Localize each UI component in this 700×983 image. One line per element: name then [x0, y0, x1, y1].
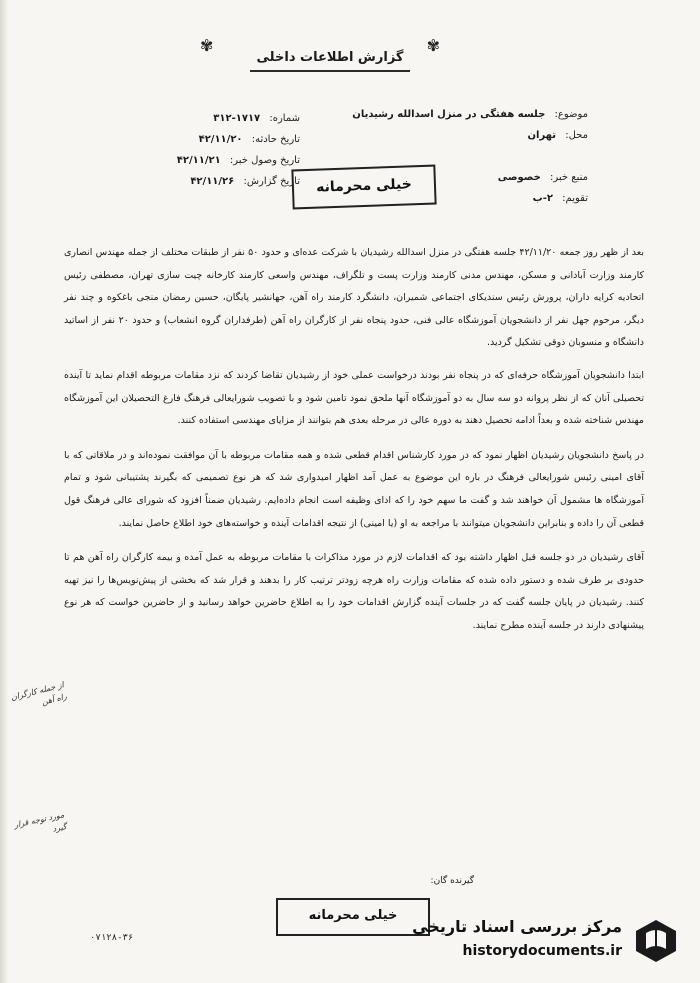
document-title: گزارش اطلاعات داخلی — [256, 50, 404, 65]
scan-edge-shadow — [0, 0, 8, 983]
paragraph-4: آقای رشیدیان در دو جلسه قبل اظهار داشته بود که اقدامات لازم در مورد مذاکرات با مقامات مربوطه به عمل آمده و بیمه کارگران راه آهن هم تا حدودی بر طرف شده و دستور داده شده که مقامات وزارت راه هرچه زودتر ترتیب کار را بدهند و قرار شد که بخشی از پیش‌نویس‌ها را نیز تهیه کنند. رشیدیان در پایان جلسه گفت که در جلسات آینده گزارش اقدامات خود را به اطلاع حاضرین خواهد رسانید و از حاضرین خواست که هر نوع پیشنهادی دارند در جلسه آینده مطرح نمایند. — [64, 552, 644, 631]
paragraph-2: ابتدا دانشجویان آموزشگاه حرفه‌ای که در پنجاه نفر بودند درخواست عملی خود از رشیدیان تقاضا کردند که نزد مقامات مربوطه اقدام نماید تا آینده تحصیلی آنان که از نظر پروانه دو سه سال به دو آموزشگاه آنها ملحق نمود تامین شود و با تصویب شورایعالی فرهنگ فارغ التحصیلان این آموزشگاه مهندس شناخته شده و بعداً ادامه تحصیل دهند به دوره عالی در مرحله بعدی هم بتوانند از مزایای مهندسی استفاده کنند. — [64, 369, 644, 427]
header-info-left — [100, 108, 300, 192]
report-body — [64, 242, 644, 650]
margin-note-2: مورد توجه قرار گیرد — [13, 810, 68, 834]
place-row — [338, 125, 588, 146]
report-no-row — [100, 108, 300, 129]
evaluation-label: تقویم: — [562, 193, 588, 204]
watermark — [350, 911, 680, 971]
event-date-value: ۴۲/۱۱/۲۰ — [198, 134, 243, 145]
paragraph-1: بعد از ظهر روز جمعه ۴۲/۱۱/۲۰ جلسه هفتگی در منزل اسدالله رشیدیان با شرکت عده‌ای و حدود ۵۰ نفر از طبقات مختلف از جمله مهندس انصاری کارمند وزارت آبادانی و مسکن، مهندس مدنی کارمند وزارت پست و تلگراف، مهندس واسعی کارمند کارخانه چیت سازی تهران، مصطفی رئیس اتحادیه کرایه داران، پرورش رئیس سندیکای اجتماعی شمیران، دانشگرد کارمند راه آهن، جهانشیر پایگان، حسین رمضان منجی باغکوه و چند نفر دیگر، مرحوم جهل نفر از دانشجویان آموزشگاه عالی فنی، حدود پنجاه نفر از کارگران راه آهن (طرفداران گروه انشعاب) و حدود ۲۰ نفر از اساتید دانشگاه و منسوبان ذوقی تشکیل گردید. — [64, 247, 644, 349]
watermark-persian: مرکز بررسی اسناد تاریخی — [412, 917, 622, 936]
evaluation-value: ۲-ب — [532, 193, 553, 204]
source-label: منبع خبر: — [550, 172, 588, 183]
report-date-label: تاریخ گزارش: — [243, 176, 300, 187]
watermark-url: historydocuments.ir — [462, 943, 622, 959]
subject-value: جلسه هفتگی در منزل اسدالله رشیدیان — [352, 109, 546, 120]
place-value: تهران — [527, 130, 557, 141]
place-label: محل: — [565, 130, 588, 141]
event-date-row — [100, 129, 300, 150]
classification-stamp-top: خیلی محرمانه — [291, 164, 436, 209]
recipients-label: گیرنده گان: — [430, 876, 474, 886]
subject-label: موضوع: — [554, 109, 588, 120]
report-date-row — [100, 171, 300, 192]
received-date-value: ۴۲/۱۱/۲۱ — [176, 155, 221, 166]
subject-row — [338, 104, 588, 125]
archive-logo-icon — [632, 917, 680, 965]
star-icon: ✾ — [200, 36, 214, 55]
paragraph-3: در پاسخ دانشجویان رشیدیان اظهار نمود که در مورد کارشناس اقدام قطعی شده و همه مقامات مربوطه با آن موافقت نموده‌اند و در ملاقاتی که با آقای امینی رئیس شورایعالی فرهنگ در باره این موضوع به عمل آمد اظهار امیدواری شد که هر نوع تصمیمی که بگیرند پشتیبانی شود و تمام آموزشگاه ها مشمول آن خواهند شد و گفت ما سهم خود را که ادای وظیفه است انجام داده‌ایم. رشیدیان ضمناً افزود که شورای عالی فرهنگ قول قطعی آن را داده و بنابراین دانشجویان میتوانند با مراجعه به او (یا امینی) از نتیجه اقدامات آینده و خواسته‌های خود اطلاع حاصل نمایند. — [64, 449, 644, 529]
source-value: خصوصی — [497, 172, 541, 183]
report-no-label: شماره: — [269, 113, 300, 124]
received-date-row — [100, 150, 300, 171]
received-date-label: تاریخ وصول خبر: — [229, 155, 300, 166]
classification-stamp-bottom: خیلی محرمانه — [276, 898, 430, 936]
document-code: ۰۷۱۲۸-۳۶ — [90, 933, 134, 943]
event-date-label: تاریخ حادثه: — [251, 134, 300, 145]
report-date-value: ۴۲/۱۱/۲۶ — [190, 176, 235, 187]
report-no-value: ۱۷۱۷-۳۱۲ — [213, 113, 261, 124]
blank-row — [338, 146, 588, 167]
star-icon: ✾ — [426, 36, 440, 55]
title-underline — [250, 70, 410, 72]
margin-note-1: از جمله کارگران راه آهن — [9, 680, 68, 707]
